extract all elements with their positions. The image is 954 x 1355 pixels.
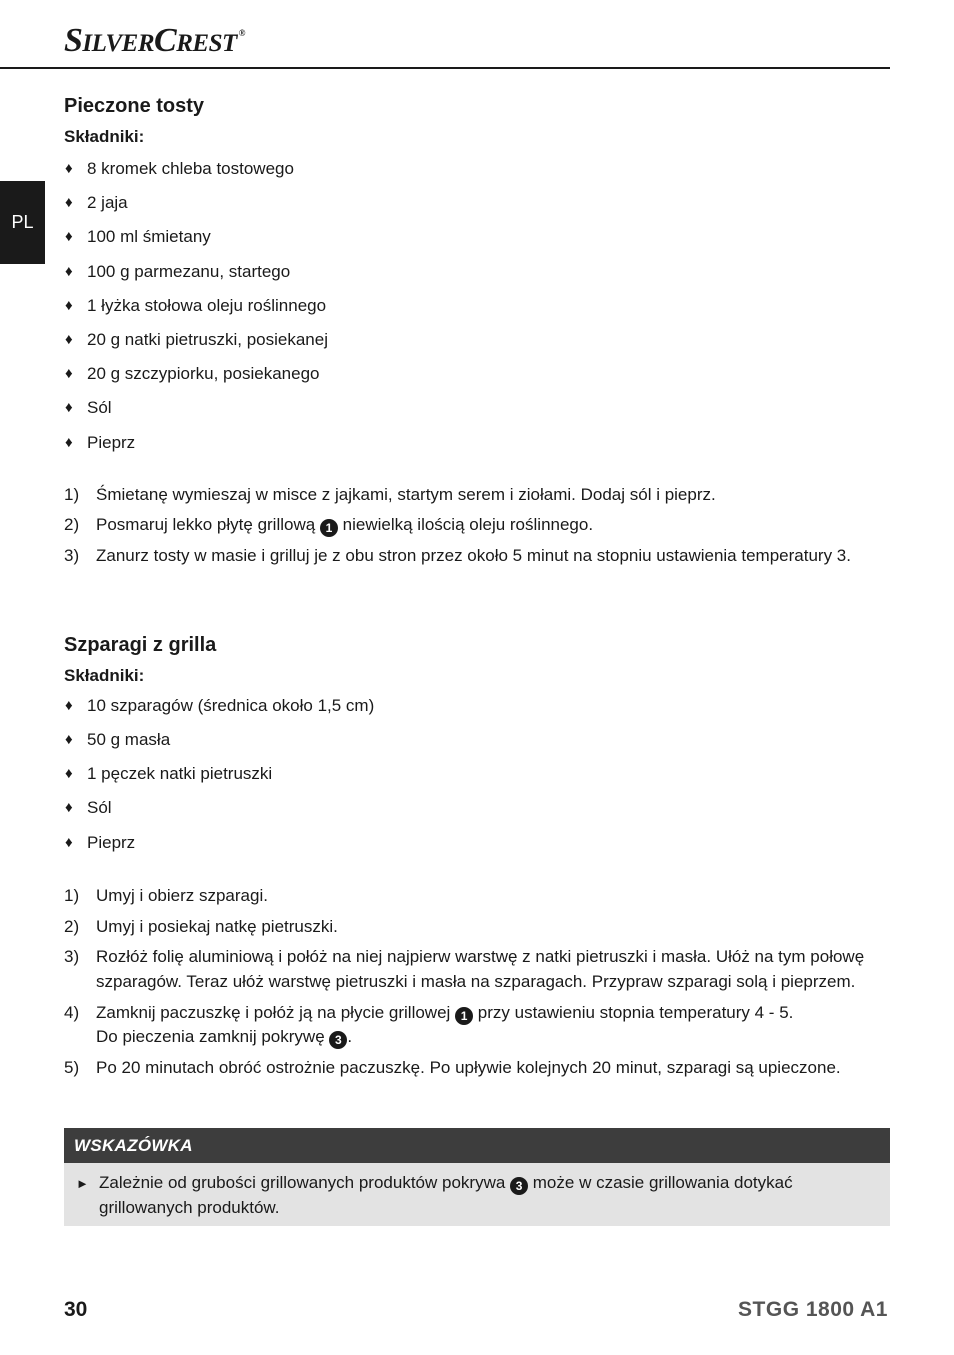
language-tab: PL — [0, 181, 45, 264]
hint-body: ► Zależnie od grubości grillowanych produktów pokrywa 3 może w czasie grillowania dotykać grillowanych produktów. — [64, 1163, 890, 1226]
recipe1-ingredients-label: Składniki: — [64, 127, 145, 146]
list-item: ♦ 1 łyżka stołowa oleju roślinnego — [64, 293, 890, 327]
list-item: ♦ Sól — [64, 795, 890, 829]
step-item: 2) Posmaruj lekko płytę grillową 1 niewielką ilością oleju roślinnego. — [64, 515, 594, 536]
list-item: ♦ 8 kromek chleba tostowego — [64, 156, 890, 190]
step-item: 2) Umyj i posiekaj natkę pietruszki. — [64, 916, 338, 936]
step-item: 3) Rozłóż folię aluminiową i połóż na niej najpierw warstwę z natki pietruszki i masła. Ułóż na tym połowę szparagów. Teraz ułóż warstwę pietruszki i masła na szparagach. Przypraw szparagi solą i pieprzem. — [64, 947, 865, 991]
arrow-right-icon: ► — [76, 1176, 89, 1191]
list-item: ♦ 1 pęczek natki pietruszki — [64, 761, 890, 795]
part-ref-badge: 3 — [329, 1031, 347, 1049]
recipe2-title: Szparagi z grilla — [64, 633, 217, 656]
list-item: ♦ 2 jaja — [64, 190, 890, 224]
page-content — [64, 92, 890, 1087]
recipe2-ingredients — [64, 693, 890, 864]
step-item: 1) Śmietanę wymieszaj w misce z jajkami, startym serem i ziołami. Dodaj sól i pieprz. — [64, 484, 716, 504]
list-item: ♦ Sól — [64, 395, 890, 429]
list-item: ♦ 100 g parmezanu, startego — [64, 259, 890, 293]
recipe2-ingredients-label: Składniki: — [64, 665, 145, 685]
hint-heading: WSKAZÓWKA — [64, 1128, 890, 1163]
brand-logo: SILVERCREST ® — [64, 22, 245, 59]
list-item: ♦ 50 g masła — [64, 727, 890, 761]
list-item: ♦ 100 ml śmietany — [64, 224, 890, 258]
header-rule — [0, 67, 890, 69]
recipe1-steps — [64, 483, 890, 569]
list-item: ♦ 20 g szczypiorku, posiekanego — [64, 361, 890, 395]
list-item: ♦ 10 szparagów (średnica około 1,5 cm) — [64, 693, 890, 727]
step-item: 5) Po 20 minutach obróć ostrożnie paczuszkę. Po upływie kolejnych 20 minut, szparagi są upieczone. — [64, 1057, 841, 1077]
part-ref-badge: 1 — [320, 519, 338, 537]
list-item: ♦ 20 g natki pietruszki, posiekanej — [64, 327, 890, 361]
part-ref-badge: 1 — [455, 1007, 473, 1025]
step-item: 1) Umyj i obierz szparagi. — [64, 885, 268, 905]
hint-box — [64, 1128, 890, 1226]
list-item: ♦ Pieprz — [64, 430, 890, 464]
step-item: 4) Zamknij paczuszkę i połóż ją na płycie grillowej 1 przy ustawieniu stopnia temperatury 4 - 5. Do pieczenia zamknij pokrywę 3 . — [64, 1002, 794, 1048]
page-number: 30 — [64, 1298, 88, 1321]
step-item: 3) Zanurz tosty w masie i grilluj je z obu stron przez około 5 minut na stopniu ustawienia temperatury 3. — [64, 546, 851, 566]
recipe1-title: Pieczone tosty — [64, 95, 205, 117]
part-ref-badge: 3 — [510, 1177, 528, 1195]
recipe2-steps — [64, 884, 890, 1081]
list-item: ♦ Pieprz — [64, 830, 890, 864]
model-number: STGG 1800 A1 — [738, 1298, 888, 1321]
recipe1-ingredients — [64, 156, 890, 464]
